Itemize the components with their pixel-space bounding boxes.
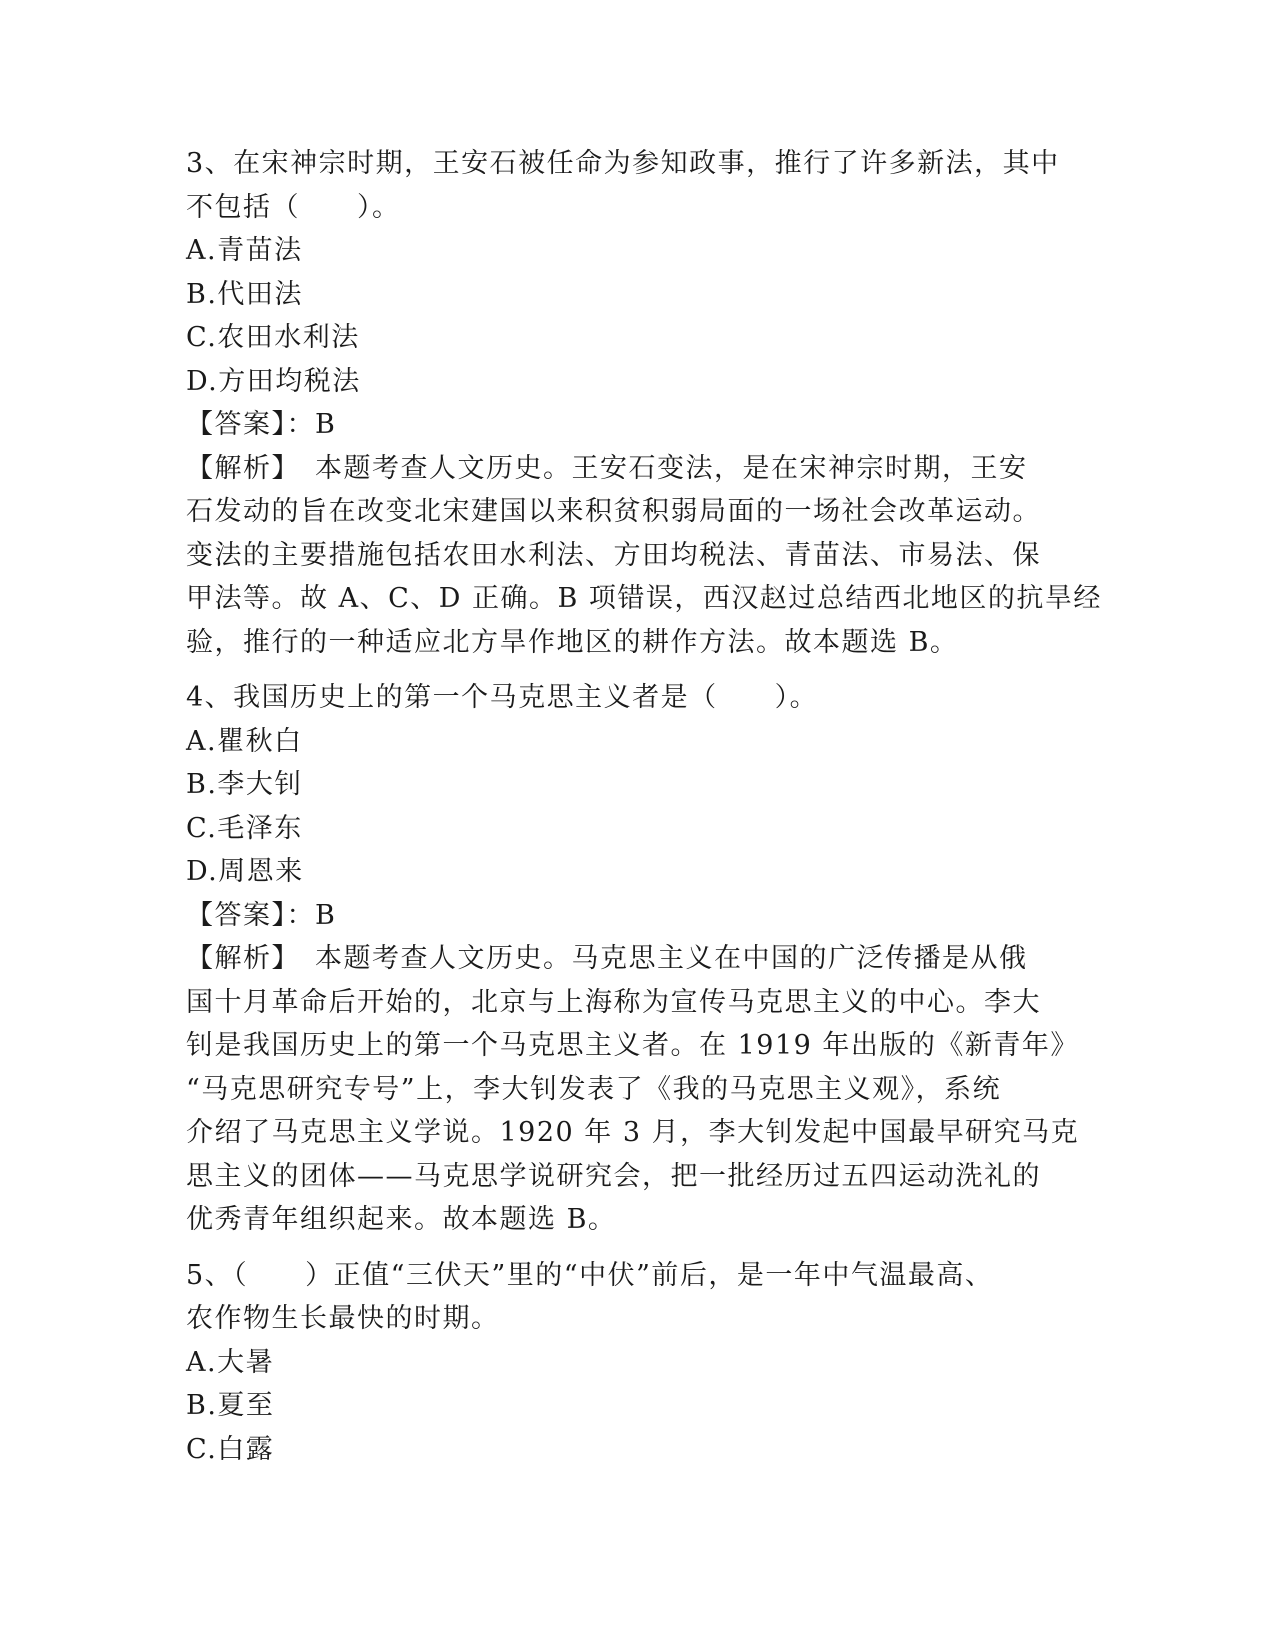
option-a: A.大暑 — [186, 1346, 275, 1378]
option-b: B.夏至 — [186, 1390, 275, 1421]
option-c: C.白露 — [186, 1433, 275, 1465]
question-3 — [186, 142, 1102, 664]
analysis-line: “马克思研究专号”上，李大钊发表了《我的马克思主义观》，系统 — [186, 1073, 1002, 1105]
option-a: A.青苗法 — [186, 235, 303, 266]
question-stem-line: 5、（ ）正值“三伏天”里的“中伏”前后，是一年中气温最高、 — [186, 1259, 994, 1291]
question-stem-line: 农作物生长最快的时期。 — [186, 1303, 500, 1334]
question-5 — [186, 1254, 1086, 1472]
answer-line: 【答案】：B — [186, 409, 337, 440]
answer-line: 【答案】：B — [186, 899, 337, 931]
analysis-line: 变法的主要措施包括农田水利法、方田均税法、青苗法、市易法、保 — [186, 539, 1041, 571]
analysis-line: 甲法等。故 A、C、D 正确。B 项错误，西汉赵过总结西北地区的抗旱经 — [186, 583, 1102, 614]
option-d: D.周恩来 — [186, 856, 304, 887]
question-stem-line: 4、我国历史上的第一个马克思主义者是（ ）。 — [186, 682, 819, 713]
option-d: D.方田均税法 — [186, 365, 361, 397]
question-stem-line: 3、在宋神宗时期，王安石被任命为参知政事，推行了许多新法，其中 — [186, 148, 1060, 179]
document-page — [186, 142, 1102, 1471]
analysis-line: 国十月革命后开始的，北京与上海称为宣传马克思主义的中心。李大 — [186, 986, 1041, 1018]
option-b: B.代田法 — [186, 278, 303, 310]
analysis-line: 思主义的团体——马克思学说研究会，把一批经历过五四运动洗礼的 — [186, 1160, 1041, 1192]
question-4 — [186, 676, 1086, 1242]
question-spacer — [186, 664, 1086, 676]
analysis-line: 优秀青年组织起来。故本题选 B。 — [186, 1204, 617, 1235]
option-c: C.毛泽东 — [186, 812, 303, 844]
question-spacer — [186, 1242, 1086, 1254]
option-c: C.农田水利法 — [186, 322, 360, 353]
analysis-line: 介绍了马克思主义学说。1920 年 3 月，李大钊发起中国最早研究马克 — [186, 1117, 1080, 1148]
analysis-line: 【解析】 本题考查人文历史。马克思主义在中国的广泛传播是从俄 — [186, 943, 1028, 974]
analysis-line: 钊是我国历史上的第一个马克思主义者。在 1919 年出版的《新青年》 — [186, 1030, 1079, 1061]
analysis-line: 【解析】 本题考查人文历史。王安石变法，是在宋神宗时期，王安 — [186, 452, 1028, 484]
analysis-line: 石发动的旨在改变北宋建国以来积贫积弱局面的一场社会改革运动。 — [186, 496, 1041, 527]
option-b: B.李大钊 — [186, 769, 303, 800]
analysis-line: 验，推行的一种适应北方旱作地区的耕作方法。故本题选 B。 — [186, 626, 959, 658]
option-a: A.瞿秋白 — [186, 725, 303, 757]
question-stem-line: 不包括（ ）。 — [186, 191, 401, 223]
